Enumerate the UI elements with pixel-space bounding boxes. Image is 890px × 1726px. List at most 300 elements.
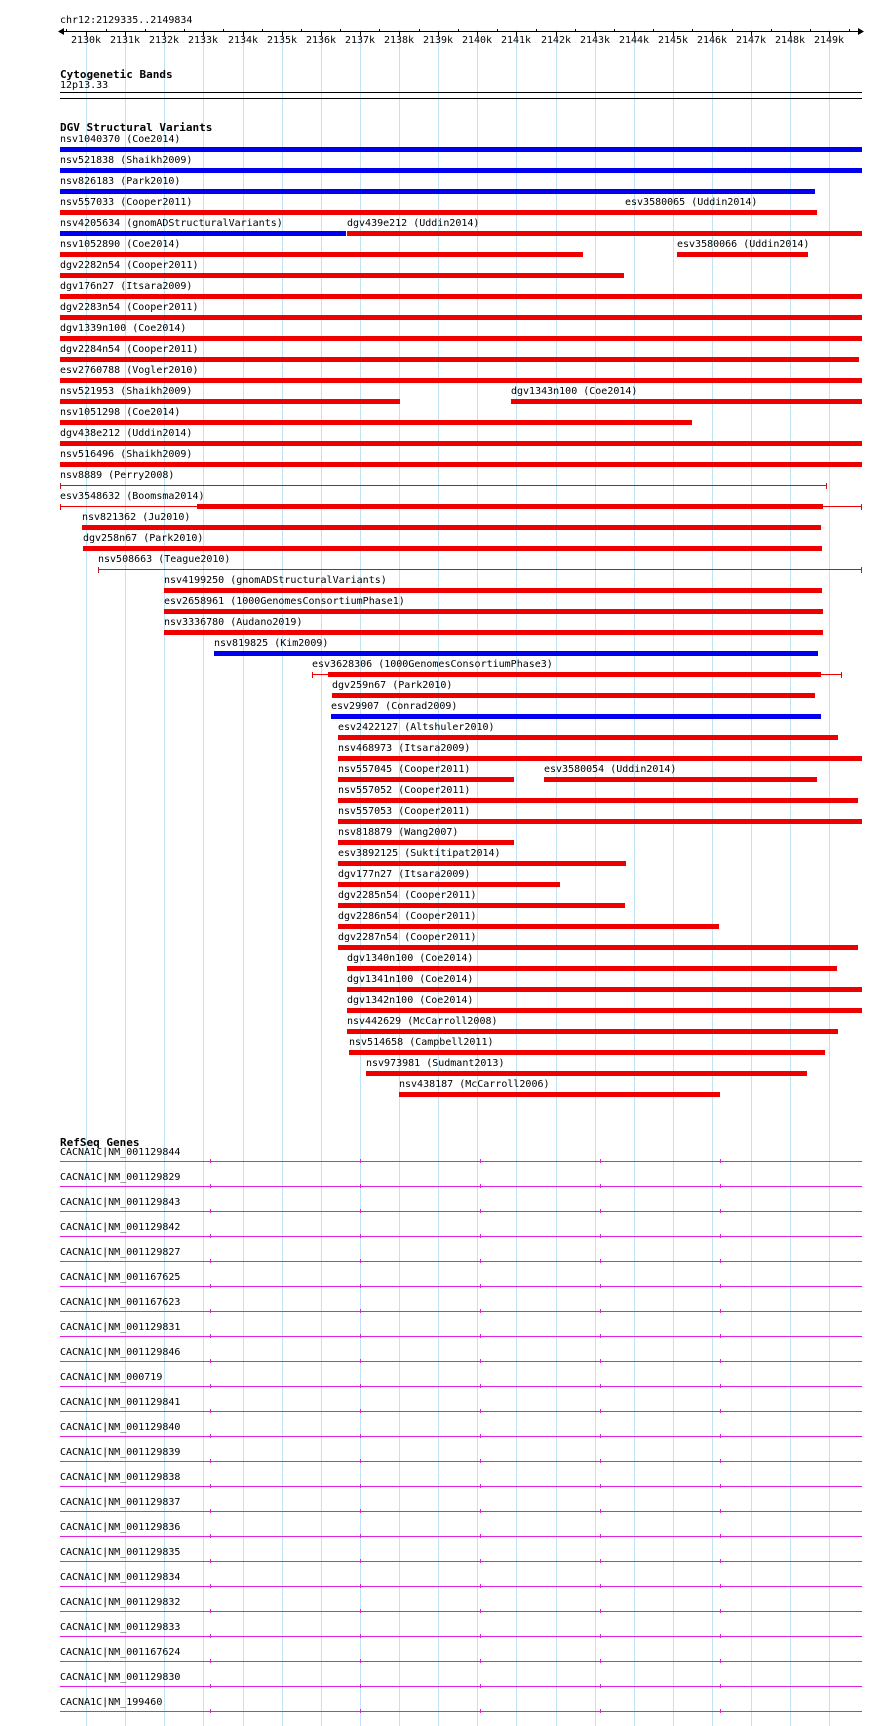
gene-line[interactable] <box>60 1486 862 1487</box>
gene-line[interactable] <box>60 1611 862 1612</box>
gene-intron-mark <box>720 1359 721 1363</box>
variant-bar[interactable] <box>60 420 692 425</box>
ruler-minor-tick <box>458 29 459 31</box>
variant-start-cap <box>60 504 61 510</box>
gene-label: CACNA1C|NM_001129836 <box>60 1522 181 1533</box>
variant-bar[interactable] <box>197 504 823 509</box>
gene-intron-mark <box>360 1559 361 1563</box>
ruler-minor-tick <box>145 29 146 31</box>
variant-bar[interactable] <box>338 798 858 803</box>
variant-label: nsv442629 (McCarroll2008) <box>347 1016 498 1027</box>
variant-label: dgv1339n100 (Coe2014) <box>60 323 187 334</box>
gene-line[interactable] <box>60 1286 862 1287</box>
variant-label: nsv821362 (Ju2010) <box>82 512 191 523</box>
gene-intron-mark <box>600 1184 601 1188</box>
gene-intron-mark <box>720 1284 721 1288</box>
variant-bar[interactable] <box>399 1092 720 1097</box>
gene-intron-mark <box>600 1259 601 1263</box>
gene-intron-mark <box>720 1709 721 1713</box>
variant-label: nsv3336780 (Audano2019) <box>164 617 303 628</box>
variant-bar[interactable] <box>677 252 808 257</box>
gene-intron-mark <box>480 1159 481 1163</box>
variant-bar[interactable] <box>60 399 400 404</box>
gene-line[interactable] <box>60 1511 862 1512</box>
grid-line <box>790 30 791 1726</box>
ruler-minor-tick <box>66 29 67 31</box>
grid-line <box>673 30 674 1726</box>
variant-label: dgv439e212 (Uddin2014) <box>347 218 480 229</box>
gene-label: CACNA1C|NM_001129842 <box>60 1222 181 1233</box>
variant-bar[interactable] <box>347 1029 838 1034</box>
gene-intron-mark <box>210 1709 211 1713</box>
gene-label: CACNA1C|NM_000719 <box>60 1372 163 1383</box>
gene-label: CACNA1C|NM_001129839 <box>60 1447 181 1458</box>
variant-span-line[interactable] <box>98 569 862 570</box>
variant-label: dgv1340n100 (Coe2014) <box>347 953 474 964</box>
gene-intron-mark <box>600 1209 601 1213</box>
variant-label: nsv468973 (Itsara2009) <box>338 743 471 754</box>
variant-label: nsv516496 (Shaikh2009) <box>60 449 193 460</box>
variant-bar[interactable] <box>164 588 822 593</box>
ruler-minor-tick <box>262 29 263 31</box>
gene-line[interactable] <box>60 1461 862 1462</box>
ruler-minor-tick <box>419 29 420 31</box>
gene-intron-mark <box>720 1534 721 1538</box>
variant-bar[interactable] <box>82 525 821 530</box>
gene-intron-mark <box>720 1234 721 1238</box>
gene-intron-mark <box>480 1384 481 1388</box>
gene-line[interactable] <box>60 1261 862 1262</box>
gene-intron-mark <box>360 1534 361 1538</box>
gene-line[interactable] <box>60 1436 862 1437</box>
variant-bar[interactable] <box>366 1071 807 1076</box>
variant-bar[interactable] <box>60 378 862 383</box>
variant-label: esv2658961 (1000GenomesConsortiumPhase1) <box>164 596 405 607</box>
variant-bar[interactable] <box>60 441 862 446</box>
gene-intron-mark <box>360 1609 361 1613</box>
grid-line <box>751 30 752 1726</box>
ruler-tick-label: 2136k <box>305 35 337 46</box>
gene-intron-mark <box>360 1284 361 1288</box>
variant-span-line[interactable] <box>60 485 827 486</box>
gene-intron-mark <box>720 1659 721 1663</box>
variant-end-cap <box>841 672 842 678</box>
gene-intron-mark <box>360 1484 361 1488</box>
gene-label: CACNA1C|NM_001129835 <box>60 1547 181 1558</box>
gene-intron-mark <box>600 1409 601 1413</box>
gene-line[interactable] <box>60 1636 862 1637</box>
gene-line[interactable] <box>60 1211 862 1212</box>
variant-bar[interactable] <box>338 924 719 929</box>
variant-bar[interactable] <box>60 147 862 152</box>
variant-bar[interactable] <box>60 294 862 299</box>
gene-intron-mark <box>480 1634 481 1638</box>
grid-line <box>282 30 283 1726</box>
gene-line[interactable] <box>60 1711 862 1712</box>
variant-end-cap <box>861 567 862 573</box>
gene-label: CACNA1C|NM_001167624 <box>60 1647 181 1658</box>
variant-bar[interactable] <box>332 693 815 698</box>
ruler-tick-label: 2142k <box>540 35 572 46</box>
ruler-minor-tick <box>575 29 576 31</box>
variant-label: nsv557052 (Cooper2011) <box>338 785 471 796</box>
variant-bar[interactable] <box>60 462 862 467</box>
variant-end-cap <box>826 483 827 489</box>
gene-intron-mark <box>600 1634 601 1638</box>
variant-label: nsv508663 (Teague2010) <box>98 554 231 565</box>
grid-line <box>516 30 517 1726</box>
variant-bar[interactable] <box>214 651 818 656</box>
refseq-track-title: RefSeq Genes <box>60 1136 140 1149</box>
variant-bar[interactable] <box>60 315 862 320</box>
grid-line <box>712 30 713 1726</box>
dgv-track-title: DGV Structural Variants <box>60 121 213 134</box>
grid-line <box>243 30 244 1726</box>
ruler-tick-label: 2138k <box>383 35 415 46</box>
variant-bar[interactable] <box>328 672 821 677</box>
gene-intron-mark <box>600 1534 601 1538</box>
gene-intron-mark <box>480 1659 481 1663</box>
gene-intron-mark <box>360 1384 361 1388</box>
gene-intron-mark <box>360 1234 361 1238</box>
variant-label: nsv557045 (Cooper2011) <box>338 764 471 775</box>
gene-intron-mark <box>210 1534 211 1538</box>
gene-intron-mark <box>480 1209 481 1213</box>
ruler-tick-label: 2145k <box>657 35 689 46</box>
variant-label: dgv2282n54 (Cooper2011) <box>60 260 199 271</box>
gene-intron-mark <box>720 1609 721 1613</box>
gene-intron-mark <box>600 1684 601 1688</box>
ruler-minor-tick <box>732 29 733 31</box>
variant-label: dgv2284n54 (Cooper2011) <box>60 344 199 355</box>
variant-bar[interactable] <box>60 336 862 341</box>
variant-bar[interactable] <box>60 273 624 278</box>
ruler-minor-tick <box>184 29 185 31</box>
gene-intron-mark <box>720 1459 721 1463</box>
gene-intron-mark <box>480 1709 481 1713</box>
cytoband-line-top <box>60 92 862 93</box>
variant-label: esv2760788 (Vogler2010) <box>60 365 199 376</box>
variant-bar[interactable] <box>338 819 862 824</box>
gene-intron-mark <box>720 1584 721 1588</box>
variant-bar[interactable] <box>338 756 862 761</box>
gene-intron-mark <box>600 1359 601 1363</box>
gene-intron-mark <box>480 1409 481 1413</box>
variant-bar[interactable] <box>60 252 583 257</box>
gene-line[interactable] <box>60 1586 862 1587</box>
gene-line[interactable] <box>60 1186 862 1187</box>
gene-label: CACNA1C|NM_001129837 <box>60 1497 181 1508</box>
grid-line <box>477 30 478 1726</box>
gene-intron-mark <box>360 1409 361 1413</box>
gene-intron-mark <box>210 1309 211 1313</box>
variant-end-cap <box>861 504 862 510</box>
gene-intron-mark <box>210 1384 211 1388</box>
gene-intron-mark <box>480 1534 481 1538</box>
ruler-tick-label: 2131k <box>109 35 141 46</box>
gene-line[interactable] <box>60 1236 862 1237</box>
variant-bar[interactable] <box>349 1050 825 1055</box>
gene-label: CACNA1C|NM_001129841 <box>60 1397 181 1408</box>
gene-line[interactable] <box>60 1386 862 1387</box>
gene-line[interactable] <box>60 1686 862 1687</box>
variant-label: dgv438e212 (Uddin2014) <box>60 428 193 439</box>
variant-label: esv3892125 (Suktitipat2014) <box>338 848 501 859</box>
gene-label: CACNA1C|NM_001129832 <box>60 1597 181 1608</box>
variant-bar[interactable] <box>60 210 625 215</box>
gene-intron-mark <box>360 1184 361 1188</box>
gene-intron-mark <box>480 1559 481 1563</box>
variant-bar[interactable] <box>164 609 823 614</box>
gene-intron-mark <box>210 1184 211 1188</box>
gene-intron-mark <box>210 1559 211 1563</box>
gene-line[interactable] <box>60 1661 862 1662</box>
variant-label: dgv2285n54 (Cooper2011) <box>338 890 477 901</box>
grid-line <box>829 30 830 1726</box>
variant-label: nsv521953 (Shaikh2009) <box>60 386 193 397</box>
variant-bar[interactable] <box>338 903 625 908</box>
variant-label: nsv438187 (McCarroll2006) <box>399 1079 550 1090</box>
gene-intron-mark <box>720 1384 721 1388</box>
gene-intron-mark <box>360 1209 361 1213</box>
gene-intron-mark <box>720 1634 721 1638</box>
variant-bar[interactable] <box>60 189 815 194</box>
gene-intron-mark <box>360 1334 361 1338</box>
gene-intron-mark <box>600 1384 601 1388</box>
gene-intron-mark <box>360 1259 361 1263</box>
variant-bar[interactable] <box>347 966 837 971</box>
variant-bar[interactable] <box>338 861 626 866</box>
variant-bar[interactable] <box>338 735 838 740</box>
ruler-tick-label: 2133k <box>187 35 219 46</box>
gene-intron-mark <box>720 1509 721 1513</box>
gene-intron-mark <box>480 1684 481 1688</box>
variant-label: nsv818879 (Wang2007) <box>338 827 459 838</box>
ruler-tick-label: 2134k <box>227 35 259 46</box>
variant-label: dgv177n27 (Itsara2009) <box>338 869 471 880</box>
gene-intron-mark <box>600 1284 601 1288</box>
cytoband-line-bottom <box>60 98 862 99</box>
gene-label: CACNA1C|NM_001129829 <box>60 1172 181 1183</box>
ruler-minor-tick <box>301 29 302 31</box>
variant-label: nsv557033 (Cooper2011) <box>60 197 193 208</box>
variant-label: nsv4205634 (gnomADStructuralVariants) <box>60 218 283 229</box>
gene-label: CACNA1C|NM_001129840 <box>60 1422 181 1433</box>
gene-intron-mark <box>480 1259 481 1263</box>
gene-line[interactable] <box>60 1361 862 1362</box>
variant-bar[interactable] <box>338 777 514 782</box>
variant-bar[interactable] <box>60 231 346 236</box>
cytoband-label: 12p13.33 <box>60 80 109 91</box>
ruler-tick-label: 2143k <box>579 35 611 46</box>
gene-intron-mark <box>210 1359 211 1363</box>
variant-bar[interactable] <box>331 714 821 719</box>
variant-label: nsv819825 (Kim2009) <box>214 638 329 649</box>
variant-label: nsv521838 (Shaikh2009) <box>60 155 193 166</box>
variant-label: esv3580066 (Uddin2014) <box>677 239 810 250</box>
variant-label: nsv973981 (Sudmant2013) <box>366 1058 505 1069</box>
ruler-right-arrow-icon <box>856 27 864 36</box>
ruler-minor-tick <box>223 29 224 31</box>
gene-intron-mark <box>600 1459 601 1463</box>
variant-bar[interactable] <box>83 546 822 551</box>
variant-bar[interactable] <box>347 231 862 236</box>
gene-label: CACNA1C|NM_001167623 <box>60 1297 181 1308</box>
gene-intron-mark <box>480 1459 481 1463</box>
gene-intron-mark <box>210 1684 211 1688</box>
gene-intron-mark <box>360 1709 361 1713</box>
ruler-minor-tick <box>653 29 654 31</box>
gene-intron-mark <box>360 1159 361 1163</box>
variant-bar[interactable] <box>347 987 862 992</box>
gene-intron-mark <box>600 1609 601 1613</box>
ruler-minor-tick <box>692 29 693 31</box>
variant-bar[interactable] <box>625 210 817 215</box>
variant-label: dgv1343n100 (Coe2014) <box>511 386 638 397</box>
gene-intron-mark <box>210 1409 211 1413</box>
variant-bar[interactable] <box>544 777 817 782</box>
gene-intron-mark <box>480 1334 481 1338</box>
gene-intron-mark <box>720 1484 721 1488</box>
ruler-minor-tick <box>379 29 380 31</box>
variant-label: nsv557053 (Cooper2011) <box>338 806 471 817</box>
gene-intron-mark <box>720 1184 721 1188</box>
variant-start-cap <box>60 483 61 489</box>
gene-intron-mark <box>720 1309 721 1313</box>
grid-line <box>203 30 204 1726</box>
gene-intron-mark <box>720 1159 721 1163</box>
gene-intron-mark <box>480 1434 481 1438</box>
gene-line[interactable] <box>60 1161 862 1162</box>
gene-label: CACNA1C|NM_199460 <box>60 1697 163 1708</box>
gene-intron-mark <box>210 1659 211 1663</box>
variant-label: dgv259n67 (Park2010) <box>332 680 453 691</box>
gene-intron-mark <box>210 1209 211 1213</box>
gene-label: CACNA1C|NM_001167625 <box>60 1272 181 1283</box>
gene-intron-mark <box>210 1434 211 1438</box>
variant-label: esv3580065 (Uddin2014) <box>625 197 758 208</box>
variant-label: esv3628306 (1000GenomesConsortiumPhase3) <box>312 659 553 670</box>
ruler-tick-label: 2146k <box>696 35 728 46</box>
variant-label: nsv826183 (Park2010) <box>60 176 181 187</box>
ruler-tick-label: 2130k <box>70 35 102 46</box>
gene-label: CACNA1C|NM_001129843 <box>60 1197 181 1208</box>
variant-label: nsv8889 (Perry2008) <box>60 470 175 481</box>
variant-bar[interactable] <box>60 357 859 362</box>
gene-intron-mark <box>210 1284 211 1288</box>
variant-label: nsv4199250 (gnomADStructuralVariants) <box>164 575 387 586</box>
gene-intron-mark <box>720 1559 721 1563</box>
ruler-tick-label: 2135k <box>266 35 298 46</box>
variant-bar[interactable] <box>338 882 560 887</box>
gene-intron-mark <box>210 1484 211 1488</box>
gene-line[interactable] <box>60 1561 862 1562</box>
gene-intron-mark <box>210 1609 211 1613</box>
variant-label: nsv1040370 (Coe2014) <box>60 134 181 145</box>
gene-intron-mark <box>720 1209 721 1213</box>
variant-bar[interactable] <box>347 1008 862 1013</box>
gene-intron-mark <box>600 1709 601 1713</box>
gene-intron-mark <box>480 1584 481 1588</box>
grid-line <box>634 30 635 1726</box>
gene-intron-mark <box>210 1259 211 1263</box>
gene-intron-mark <box>480 1284 481 1288</box>
gene-intron-mark <box>210 1159 211 1163</box>
ruler-minor-tick <box>810 29 811 31</box>
gene-intron-mark <box>720 1409 721 1413</box>
variant-label: dgv2283n54 (Cooper2011) <box>60 302 199 313</box>
gene-label: CACNA1C|NM_001129831 <box>60 1322 181 1333</box>
variant-bar[interactable] <box>164 630 823 635</box>
gene-intron-mark <box>480 1609 481 1613</box>
gene-intron-mark <box>210 1634 211 1638</box>
variant-bar[interactable] <box>338 840 514 845</box>
ruler-minor-tick <box>340 29 341 31</box>
gene-intron-mark <box>720 1259 721 1263</box>
ruler-left-arrow-icon <box>58 27 66 36</box>
variant-bar[interactable] <box>338 945 858 950</box>
ruler-tick-label: 2149k <box>813 35 845 46</box>
gene-intron-mark <box>600 1309 601 1313</box>
gene-label: CACNA1C|NM_001129830 <box>60 1672 181 1683</box>
gene-intron-mark <box>600 1159 601 1163</box>
variant-label: dgv2286n54 (Cooper2011) <box>338 911 477 922</box>
ruler-tick-label: 2147k <box>735 35 767 46</box>
gene-intron-mark <box>360 1684 361 1688</box>
ruler-tick-label: 2144k <box>618 35 650 46</box>
ruler-minor-tick <box>497 29 498 31</box>
gene-label: CACNA1C|NM_001129833 <box>60 1622 181 1633</box>
gene-intron-mark <box>360 1509 361 1513</box>
ruler-minor-tick <box>536 29 537 31</box>
variant-bar[interactable] <box>511 399 862 404</box>
gene-intron-mark <box>600 1434 601 1438</box>
gene-intron-mark <box>360 1434 361 1438</box>
gene-intron-mark <box>360 1309 361 1313</box>
gene-intron-mark <box>360 1359 361 1363</box>
ruler-tick-label: 2132k <box>148 35 180 46</box>
ruler-tick-label: 2141k <box>500 35 532 46</box>
gene-line[interactable] <box>60 1336 862 1337</box>
variant-start-cap <box>312 672 313 678</box>
gene-intron-mark <box>210 1509 211 1513</box>
gene-line[interactable] <box>60 1311 862 1312</box>
ruler-minor-tick <box>771 29 772 31</box>
gene-intron-mark <box>210 1334 211 1338</box>
ruler-tick-label: 2140k <box>461 35 493 46</box>
gene-intron-mark <box>600 1559 601 1563</box>
variant-label: dgv176n27 (Itsara2009) <box>60 281 193 292</box>
variant-label: nsv1051298 (Coe2014) <box>60 407 181 418</box>
grid-line <box>321 30 322 1726</box>
variant-label: esv3548632 (Boomsma2014) <box>60 491 205 502</box>
gene-line[interactable] <box>60 1411 862 1412</box>
variant-label: esv3580054 (Uddin2014) <box>544 764 677 775</box>
variant-label: dgv2287n54 (Cooper2011) <box>338 932 477 943</box>
gene-label: CACNA1C|NM_001129846 <box>60 1347 181 1358</box>
gene-line[interactable] <box>60 1536 862 1537</box>
variant-label: nsv514658 (Campbell2011) <box>349 1037 494 1048</box>
gene-intron-mark <box>600 1334 601 1338</box>
ruler-tick-label: 2148k <box>774 35 806 46</box>
variant-bar[interactable] <box>60 168 862 173</box>
gene-intron-mark <box>360 1584 361 1588</box>
ruler-tick-label: 2137k <box>344 35 376 46</box>
gene-intron-mark <box>720 1684 721 1688</box>
cytoband-track-title: Cytogenetic Bands <box>60 68 173 81</box>
gene-intron-mark <box>210 1234 211 1238</box>
variant-label: esv29907 (Conrad2009) <box>331 701 458 712</box>
